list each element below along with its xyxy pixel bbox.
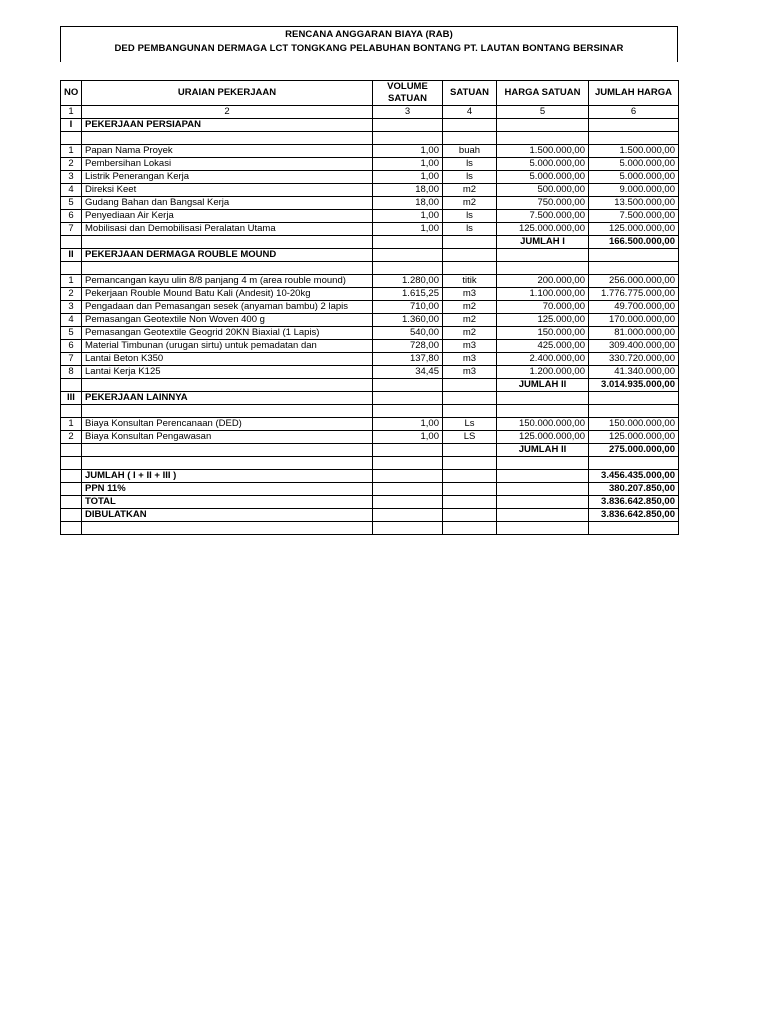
item-unit-price: 750.000,00: [497, 197, 589, 210]
item-number: 3: [61, 301, 82, 314]
item-unit: buah: [443, 145, 497, 158]
empty-cell: [373, 249, 443, 262]
empty-row: [61, 457, 679, 470]
empty-cell: [497, 262, 589, 275]
item-description: Gudang Bahan dan Bangsal Kerja: [82, 197, 373, 210]
item-unit: m2: [443, 314, 497, 327]
grand-total-row: [61, 470, 679, 483]
item-description: Papan Nama Proyek: [82, 145, 373, 158]
item-unit: m2: [443, 197, 497, 210]
empty-cell: [443, 483, 497, 496]
item-total-price: 1.500.000,00: [589, 145, 679, 158]
item-volume: 1,00: [373, 210, 443, 223]
col-header-jumlah: JUMLAH HARGA: [589, 81, 679, 106]
empty-cell: [373, 405, 443, 418]
item-description: Lantai Kerja K125: [82, 366, 373, 379]
item-row: [61, 158, 679, 171]
empty-row: [61, 262, 679, 275]
empty-cell: [82, 522, 373, 535]
empty-cell: [497, 509, 589, 522]
item-total-price: 49.700.000,00: [589, 301, 679, 314]
grand-total-label: DIBULATKAN: [82, 509, 373, 522]
col-header-volume: [373, 81, 443, 106]
empty-cell: [497, 249, 589, 262]
item-description: Lantai Beton K350: [82, 353, 373, 366]
item-unit: m3: [443, 340, 497, 353]
empty-cell: [443, 444, 497, 457]
section-title: PEKERJAAN DERMAGA ROUBLE MOUND: [82, 249, 373, 262]
grand-total-value: 3.456.435.000,00: [589, 470, 679, 483]
empty-cell: [373, 392, 443, 405]
item-unit-price: 150.000,00: [497, 327, 589, 340]
column-number-row: [61, 106, 679, 119]
item-number: 2: [61, 288, 82, 301]
item-unit-price: 2.400.000,00: [497, 353, 589, 366]
empty-cell: [82, 444, 373, 457]
document-title: RENCANA ANGGARAN BIAYA (RAB): [285, 29, 453, 40]
item-volume: 540,00: [373, 327, 443, 340]
section-header-row: [61, 392, 679, 405]
empty-cell: [82, 132, 373, 145]
item-unit: ls: [443, 223, 497, 236]
item-row: [61, 197, 679, 210]
col-number: 4: [443, 106, 497, 119]
grand-total-row: [61, 483, 679, 496]
item-number: 5: [61, 197, 82, 210]
item-total-price: 150.000.000,00: [589, 418, 679, 431]
item-total-price: 7.500.000,00: [589, 210, 679, 223]
section-title: PEKERJAAN PERSIAPAN: [82, 119, 373, 132]
grand-total-value: 3.836.642.850,00: [589, 509, 679, 522]
item-unit-price: 150.000.000,00: [497, 418, 589, 431]
col-header-no: NO: [61, 81, 82, 106]
empty-cell: [61, 470, 82, 483]
item-row: [61, 184, 679, 197]
item-row: [61, 366, 679, 379]
section-number: III: [61, 392, 82, 405]
item-unit-price: 125.000.000,00: [497, 223, 589, 236]
item-number: 6: [61, 210, 82, 223]
empty-cell: [443, 249, 497, 262]
item-total-price: 81.000.000,00: [589, 327, 679, 340]
empty-row: [61, 522, 679, 535]
grand-total-label: JUMLAH ( I + II + III ): [82, 470, 373, 483]
item-row: [61, 210, 679, 223]
empty-cell: [373, 262, 443, 275]
subtotal-label: JUMLAH II: [497, 379, 589, 392]
item-description: Biaya Konsultan Pengawasan: [82, 431, 373, 444]
col-number: 1: [61, 106, 82, 119]
empty-cell: [61, 522, 82, 535]
item-row: [61, 171, 679, 184]
empty-cell: [61, 457, 82, 470]
item-unit: m3: [443, 366, 497, 379]
item-unit-price: 125.000,00: [497, 314, 589, 327]
item-volume: 1.280,00: [373, 275, 443, 288]
item-unit: m3: [443, 353, 497, 366]
empty-cell: [589, 457, 679, 470]
empty-cell: [61, 379, 82, 392]
section-header-row: [61, 249, 679, 262]
empty-cell: [373, 522, 443, 535]
empty-cell: [589, 249, 679, 262]
grand-total-value: 380.207.850,00: [589, 483, 679, 496]
subtotal-row: [61, 379, 679, 392]
empty-cell: [443, 509, 497, 522]
item-unit-price: 500.000,00: [497, 184, 589, 197]
item-row: [61, 431, 679, 444]
item-unit-price: 125.000.000,00: [497, 431, 589, 444]
empty-cell: [373, 457, 443, 470]
empty-cell: [443, 236, 497, 249]
empty-cell: [82, 405, 373, 418]
empty-cell: [373, 496, 443, 509]
document-subtitle: DED PEMBANGUNAN DERMAGA LCT TONGKANG PELABUHAN BONTANG PT. LAUTAN BONTANG BERSINAR: [114, 43, 624, 54]
empty-cell: [373, 470, 443, 483]
empty-cell: [61, 236, 82, 249]
empty-cell: [589, 405, 679, 418]
item-volume: 1,00: [373, 418, 443, 431]
empty-cell: [82, 379, 373, 392]
empty-cell: [61, 262, 82, 275]
empty-cell: [82, 262, 373, 275]
empty-cell: [443, 392, 497, 405]
item-total-price: 5.000.000,00: [589, 171, 679, 184]
col-number: 6: [589, 106, 679, 119]
item-total-price: 1.776.775.000,00: [589, 288, 679, 301]
item-row: [61, 353, 679, 366]
item-total-price: 170.000.000,00: [589, 314, 679, 327]
empty-cell: [373, 379, 443, 392]
col-number: 2: [82, 106, 373, 119]
empty-cell: [61, 444, 82, 457]
item-row: [61, 418, 679, 431]
subtotal-label: JUMLAH II: [497, 444, 589, 457]
subtotal-value: 3.014.935.000,00: [589, 379, 679, 392]
empty-cell: [61, 509, 82, 522]
empty-cell: [589, 132, 679, 145]
empty-cell: [497, 392, 589, 405]
grand-total-value: 3.836.642.850,00: [589, 496, 679, 509]
item-description: Listrik Penerangan Kerja: [82, 171, 373, 184]
item-total-price: 41.340.000,00: [589, 366, 679, 379]
item-unit: ls: [443, 210, 497, 223]
item-total-price: 9.000.000,00: [589, 184, 679, 197]
item-number: 5: [61, 327, 82, 340]
item-number: 4: [61, 314, 82, 327]
section-header-row: [61, 119, 679, 132]
col-header-volume-line1: VOLUME: [387, 81, 428, 92]
empty-cell: [443, 470, 497, 483]
empty-cell: [443, 262, 497, 275]
empty-cell: [61, 483, 82, 496]
subtotal-row: [61, 444, 679, 457]
col-number: 5: [497, 106, 589, 119]
item-unit: titik: [443, 275, 497, 288]
item-description: Pemasangan Geotextile Non Woven 400 g: [82, 314, 373, 327]
subtotal-value: 166.500.000,00: [589, 236, 679, 249]
item-unit: m2: [443, 184, 497, 197]
item-number: 1: [61, 418, 82, 431]
item-unit: m3: [443, 288, 497, 301]
empty-cell: [497, 119, 589, 132]
item-volume: 1,00: [373, 431, 443, 444]
item-volume: 1,00: [373, 223, 443, 236]
empty-cell: [497, 132, 589, 145]
empty-cell: [497, 522, 589, 535]
item-unit-price: 200.000,00: [497, 275, 589, 288]
item-number: 2: [61, 431, 82, 444]
item-volume: 1,00: [373, 158, 443, 171]
item-total-price: 13.500.000,00: [589, 197, 679, 210]
item-unit-price: 70.000,00: [497, 301, 589, 314]
item-volume: 18,00: [373, 184, 443, 197]
empty-cell: [82, 236, 373, 249]
item-volume: 1.360,00: [373, 314, 443, 327]
item-number: 1: [61, 275, 82, 288]
item-volume: 137,80: [373, 353, 443, 366]
item-row: [61, 275, 679, 288]
item-total-price: 5.000.000,00: [589, 158, 679, 171]
item-unit-price: 1.100.000,00: [497, 288, 589, 301]
item-volume: 18,00: [373, 197, 443, 210]
section-number: II: [61, 249, 82, 262]
item-description: Material Timbunan (urugan sirtu) untuk pemadatan dan: [82, 340, 373, 353]
item-description: Pemasangan Geotextile Geogrid 20KN Biaxial (1 Lapis): [82, 327, 373, 340]
col-header-volume-line2: SATUAN: [388, 93, 427, 104]
item-total-price: 330.720.000,00: [589, 353, 679, 366]
item-description: Pembersihan Lokasi: [82, 158, 373, 171]
grand-total-row: [61, 509, 679, 522]
empty-cell: [589, 392, 679, 405]
col-number: 3: [373, 106, 443, 119]
item-volume: 728,00: [373, 340, 443, 353]
empty-cell: [497, 470, 589, 483]
item-unit: m2: [443, 327, 497, 340]
item-volume: 710,00: [373, 301, 443, 314]
item-description: Mobilisasi dan Demobilisasi Peralatan Utama: [82, 223, 373, 236]
item-row: [61, 340, 679, 353]
empty-cell: [443, 496, 497, 509]
item-total-price: 125.000.000,00: [589, 431, 679, 444]
item-volume: 34,45: [373, 366, 443, 379]
col-header-uraian: URAIAN PEKERJAAN: [82, 81, 373, 106]
item-number: 7: [61, 223, 82, 236]
item-description: Direksi Keet: [82, 184, 373, 197]
item-unit-price: 1.500.000,00: [497, 145, 589, 158]
item-volume: 1,00: [373, 145, 443, 158]
empty-cell: [589, 522, 679, 535]
table-header-row: [61, 81, 679, 106]
empty-cell: [497, 483, 589, 496]
item-description: Pengadaan dan Pemasangan sesek (anyaman bambu) 2 lapis: [82, 301, 373, 314]
item-row: [61, 223, 679, 236]
subtotal-label: JUMLAH I: [497, 236, 589, 249]
item-number: 8: [61, 366, 82, 379]
item-number: 3: [61, 171, 82, 184]
empty-cell: [497, 405, 589, 418]
col-header-harga: HARGA SATUAN: [497, 81, 589, 106]
item-row: [61, 327, 679, 340]
item-unit: LS: [443, 431, 497, 444]
item-volume: 1.615,25: [373, 288, 443, 301]
item-number: 6: [61, 340, 82, 353]
col-header-satuan: SATUAN: [443, 81, 497, 106]
item-unit: ls: [443, 158, 497, 171]
empty-cell: [497, 496, 589, 509]
item-unit: Ls: [443, 418, 497, 431]
item-unit-price: 1.200.000,00: [497, 366, 589, 379]
item-total-price: 256.000.000,00: [589, 275, 679, 288]
item-number: 7: [61, 353, 82, 366]
empty-cell: [373, 236, 443, 249]
item-description: Penyediaan Air Kerja: [82, 210, 373, 223]
empty-cell: [443, 405, 497, 418]
empty-cell: [589, 262, 679, 275]
empty-cell: [443, 379, 497, 392]
item-description: Pemancangan kayu ulin 8/8 panjang 4 m (area rouble mound): [82, 275, 373, 288]
item-unit: m2: [443, 301, 497, 314]
empty-cell: [61, 405, 82, 418]
empty-cell: [373, 444, 443, 457]
item-row: [61, 145, 679, 158]
item-description: Pekerjaan Rouble Mound Batu Kali (Andesit) 10-20kg: [82, 288, 373, 301]
item-unit-price: 425.000,00: [497, 340, 589, 353]
item-row: [61, 314, 679, 327]
empty-cell: [589, 119, 679, 132]
empty-cell: [373, 132, 443, 145]
section-title: PEKERJAAN LAINNYA: [82, 392, 373, 405]
item-row: [61, 288, 679, 301]
empty-cell: [61, 132, 82, 145]
item-total-price: 309.400.000,00: [589, 340, 679, 353]
item-unit-price: 7.500.000,00: [497, 210, 589, 223]
item-volume: 1,00: [373, 171, 443, 184]
item-description: Biaya Konsultan Perencanaan (DED): [82, 418, 373, 431]
grand-total-label: TOTAL: [82, 496, 373, 509]
empty-cell: [373, 119, 443, 132]
grand-total-label: PPN 11%: [82, 483, 373, 496]
empty-row: [61, 132, 679, 145]
document-header: [60, 26, 678, 62]
subtotal-row: [61, 236, 679, 249]
item-total-price: 125.000.000,00: [589, 223, 679, 236]
section-number: I: [61, 119, 82, 132]
item-unit-price: 5.000.000,00: [497, 158, 589, 171]
empty-cell: [373, 483, 443, 496]
empty-cell: [82, 457, 373, 470]
empty-cell: [443, 522, 497, 535]
empty-cell: [443, 132, 497, 145]
empty-cell: [497, 457, 589, 470]
empty-cell: [443, 119, 497, 132]
rab-table: [60, 80, 679, 535]
grand-total-row: [61, 496, 679, 509]
subtotal-value: 275.000.000,00: [589, 444, 679, 457]
item-unit: ls: [443, 171, 497, 184]
empty-cell: [61, 496, 82, 509]
item-number: 2: [61, 158, 82, 171]
item-number: 1: [61, 145, 82, 158]
item-number: 4: [61, 184, 82, 197]
item-row: [61, 301, 679, 314]
item-unit-price: 5.000.000,00: [497, 171, 589, 184]
empty-row: [61, 405, 679, 418]
empty-cell: [373, 509, 443, 522]
empty-cell: [443, 457, 497, 470]
